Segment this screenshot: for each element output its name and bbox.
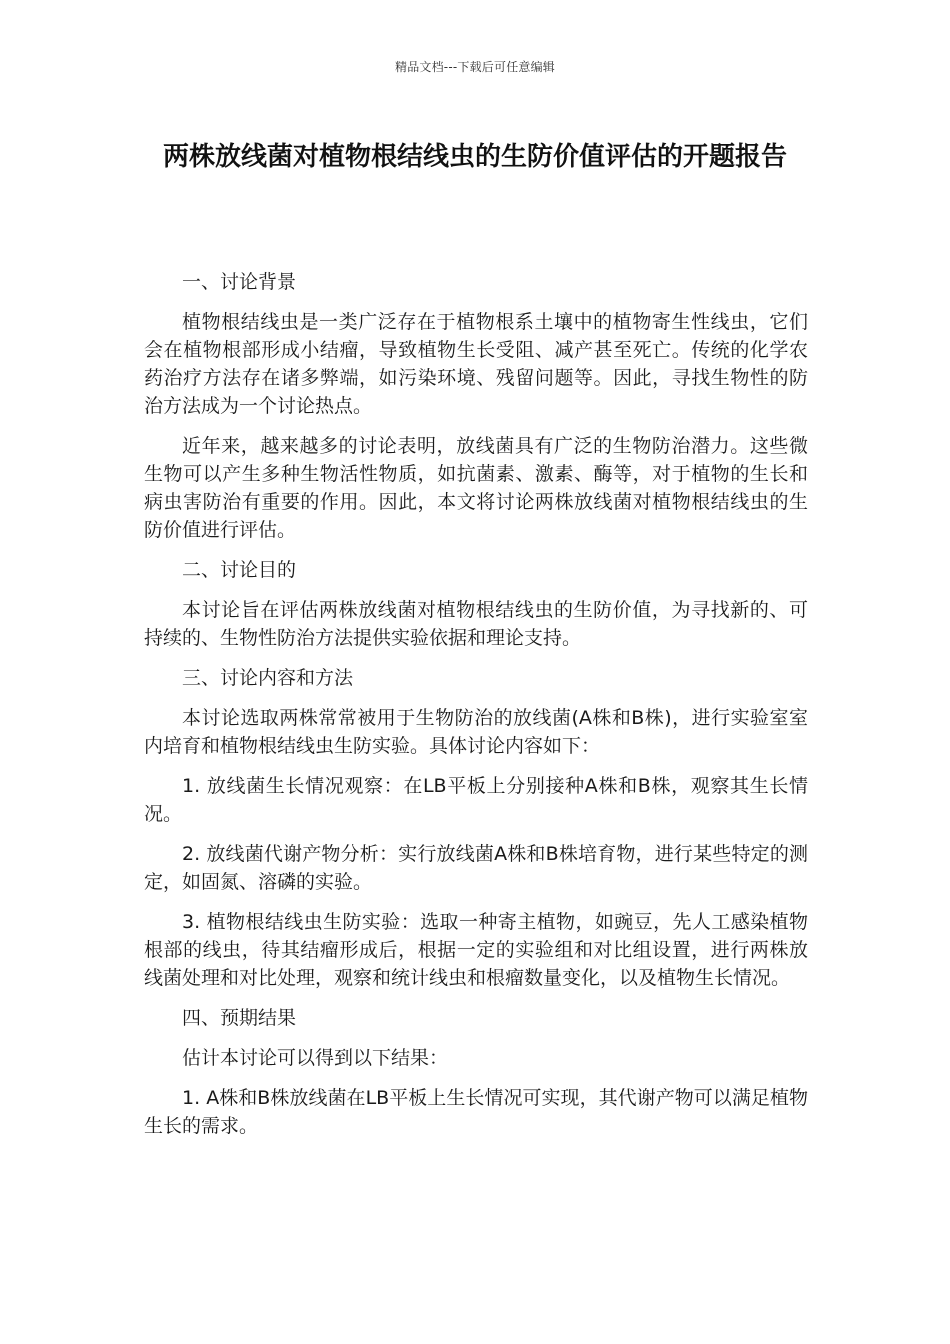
paragraph: 估计本讨论可以得到以下结果： xyxy=(182,1047,449,1069)
list-item: 1. A株和B株放线菌在LB平板上生长情况可实现，其代谢产物可以满足植物生长的需求。 xyxy=(144,1087,808,1137)
list-item: 1. 放线菌生长情况观察：在LB平板上分别接种A株和B株，观察其生长情况。 xyxy=(144,775,808,825)
section-heading-expected: 四、预期结果 xyxy=(182,1007,297,1029)
section-heading-background: 一、讨论背景 xyxy=(182,271,297,293)
paragraph: 本讨论旨在评估两株放线菌对植物根结线虫的生防价值，为寻找新的、可持续的、生物性防治方法提供实验依据和理论支持。 xyxy=(144,599,808,649)
document-title: 两株放线菌对植物根结线虫的生防价值评估的开题报告 xyxy=(162,142,787,172)
list-item: 3. 植物根结线虫生防实验：选取一种寄主植物，如豌豆，先人工感染植物根部的线虫，待其结瘤形成后，根据一定的实验组和对比组设置，进行两株放线菌处理和对比处理，观察和统计线虫和根瘤数量变化，以及植物生长情况。 xyxy=(144,911,808,989)
section-heading-methods: 三、讨论内容和方法 xyxy=(182,667,354,689)
document-body xyxy=(144,268,808,1152)
paragraph: 本讨论选取两株常常被用于生物防治的放线菌(A株和B株)，进行实验室室内培育和植物根结线虫生防实验。具体讨论内容如下： xyxy=(144,707,808,757)
page-header-note: 精品文档---下载后可任意编辑 xyxy=(395,60,555,74)
paragraph: 近年来，越来越多的讨论表明，放线菌具有广泛的生物防治潜力。这些微生物可以产生多种生物活性物质，如抗菌素、激素、酶等，对于植物的生长和病虫害防治有重要的作用。因此，本文将讨论两株放线菌对植物根结线虫的生防价值进行评估。 xyxy=(144,435,808,541)
section-heading-purpose: 二、讨论目的 xyxy=(182,559,297,581)
list-item: 2. 放线菌代谢产物分析：实行放线菌A株和B株培育物，进行某些特定的测定，如固氮、溶磷的实验。 xyxy=(144,843,808,893)
paragraph: 植物根结线虫是一类广泛存在于植物根系土壤中的植物寄生性线虫，它们会在植物根部形成小结瘤，导致植物生长受阻、减产甚至死亡。传统的化学农药治疗方法存在诸多弊端，如污染环境、残留问题等。因此，寻找生物性的防治方法成为一个讨论热点。 xyxy=(144,311,808,417)
